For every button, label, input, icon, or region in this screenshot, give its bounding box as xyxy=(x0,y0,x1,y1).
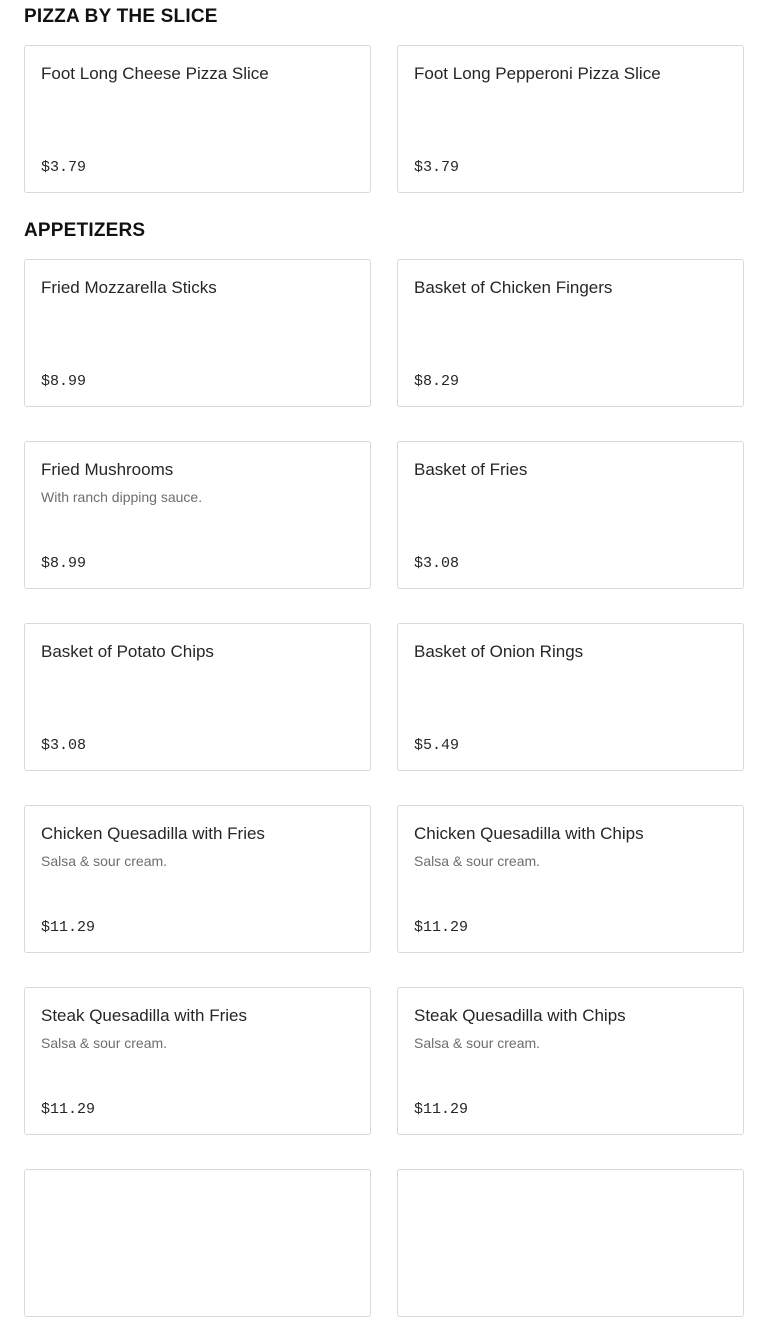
menu-item-description: Salsa & sour cream. xyxy=(414,853,541,869)
menu-item-name: Chicken Quesadilla with Fries xyxy=(41,824,265,843)
menu-item-card[interactable] xyxy=(24,45,371,193)
menu-item-name: Basket of Chicken Fingers xyxy=(414,278,613,297)
menu-item-price: $8.99 xyxy=(41,373,87,390)
menu-item-price: $3.79 xyxy=(414,159,460,176)
section-title-pizza-by-the-slice: PIZZA BY THE SLICE xyxy=(24,6,218,27)
menu-item-card[interactable] xyxy=(397,441,744,589)
menu-item-name: Foot Long Cheese Pizza Slice xyxy=(41,64,269,83)
menu-item-price: $3.08 xyxy=(414,555,460,572)
menu-item-card[interactable] xyxy=(24,805,371,953)
menu-item-description: Salsa & sour cream. xyxy=(41,1035,168,1051)
menu-item-price: $5.49 xyxy=(414,737,460,754)
menu-item-name: Steak Quesadilla with Fries xyxy=(41,1006,247,1025)
menu-item-name: Basket of Potato Chips xyxy=(41,642,214,661)
menu-item-card[interactable] xyxy=(397,45,744,193)
menu-item-name: Fried Mozzarella Sticks xyxy=(41,278,217,297)
menu-item-card[interactable] xyxy=(397,987,744,1135)
menu-item-card-partial[interactable] xyxy=(24,1169,371,1317)
menu-item-name: Basket of Fries xyxy=(414,460,528,479)
menu-item-price: $8.29 xyxy=(414,373,460,390)
menu-item-name: Basket of Onion Rings xyxy=(414,642,584,661)
menu-item-name: Steak Quesadilla with Chips xyxy=(414,1006,626,1025)
menu-item-card[interactable] xyxy=(397,805,744,953)
menu-item-price: $11.29 xyxy=(41,1101,96,1118)
menu-item-name: Chicken Quesadilla with Chips xyxy=(414,824,644,843)
menu-item-card[interactable] xyxy=(24,623,371,771)
menu-item-price: $8.99 xyxy=(41,555,87,572)
section-title-appetizers: APPETIZERS xyxy=(24,220,146,241)
menu-item-card[interactable] xyxy=(24,987,371,1135)
menu-item-price: $11.29 xyxy=(414,1101,469,1118)
menu-item-card[interactable] xyxy=(24,441,371,589)
menu-item-price: $3.08 xyxy=(41,737,87,754)
menu-item-price: $11.29 xyxy=(41,919,96,936)
menu-item-name: Fried Mushrooms xyxy=(41,460,174,479)
menu-item-description: Salsa & sour cream. xyxy=(414,1035,541,1051)
menu-item-description: Salsa & sour cream. xyxy=(41,853,168,869)
menu-item-card[interactable] xyxy=(397,259,744,407)
menu-item-price: $3.79 xyxy=(41,159,87,176)
menu-item-description: With ranch dipping sauce. xyxy=(41,489,203,505)
menu-item-card[interactable] xyxy=(24,259,371,407)
menu-item-name: Foot Long Pepperoni Pizza Slice xyxy=(414,64,661,83)
menu-item-card[interactable] xyxy=(397,623,744,771)
menu-item-card-partial[interactable] xyxy=(397,1169,744,1317)
menu-item-price: $11.29 xyxy=(414,919,469,936)
